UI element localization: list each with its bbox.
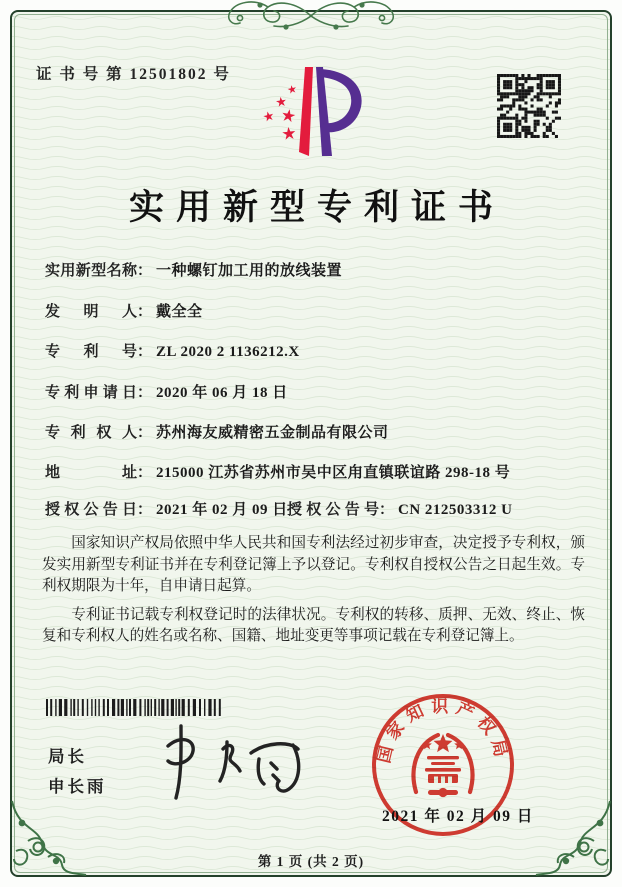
legal-paragraph-1: 国家知识产权局依照中华人民共和国专利法经过初步审查，决定授予专利权，颁发实用新型专利证书并在专利登记簿上予以登记。专利权自授权公告之日起生效。专利权期限为十年，自申请日起算。 <box>42 535 585 595</box>
field-colon: ： <box>137 385 153 401</box>
field-patent-number <box>45 340 590 361</box>
field-grant-row <box>45 498 590 519</box>
seal-date: 2021 年 02 月 09 日 <box>382 808 534 825</box>
field-colon: ： <box>137 344 153 360</box>
certificate-number: 证 书 号 第 12501802 号 <box>36 66 231 83</box>
svg-text:★: ★ <box>280 123 298 145</box>
field-value: ZL 2020 2 1136212.X <box>156 344 300 360</box>
legal-paragraph-2: 专利证书记载专利权登记时的法律状况。专利权的转移、质押、无效、终止、恢复和专利权人的姓名或名称、国籍、地址变更等事项记载在专利登记簿上。 <box>42 606 585 645</box>
qr-code-icon <box>497 74 561 138</box>
page-footer: 第 1 页 (共 2 页) <box>257 854 365 869</box>
field-value: 苏州海友威精密五金制品有限公司 <box>156 425 389 441</box>
signer-block <box>48 742 107 802</box>
field-label: 授权公告日 <box>45 502 137 518</box>
field-grant-date <box>45 502 288 518</box>
field-colon: ： <box>137 304 153 320</box>
field-patentee <box>45 421 590 442</box>
field-address <box>45 461 590 482</box>
signer-title: 局长 <box>48 747 87 766</box>
field-colon: ： <box>137 465 153 481</box>
cnipa-logo-icon <box>252 60 370 168</box>
field-label: 专利号 <box>45 344 137 360</box>
field-label: 专利权人 <box>45 425 137 441</box>
field-value: 一种螺钉加工用的放线装置 <box>156 263 343 279</box>
field-label: 授权公告号 <box>287 502 379 518</box>
field-grant-number <box>287 498 513 519</box>
field-utility-model-name <box>45 259 590 280</box>
legal-text <box>42 533 585 655</box>
field-colon: ： <box>137 425 153 441</box>
field-colon: ： <box>137 502 153 518</box>
certificate-title: 实用新型专利证书 <box>128 188 505 227</box>
field-label: 实用新型名称 <box>45 263 137 279</box>
national-emblem-icon <box>414 734 473 797</box>
svg-text:★: ★ <box>285 82 299 97</box>
field-value: CN 212503312 U <box>398 502 513 518</box>
seal-org-text: 国家知识产权局 <box>374 697 512 765</box>
svg-text:★: ★ <box>279 105 298 128</box>
field-value: 戴全全 <box>156 304 203 320</box>
handwritten-signature-icon <box>130 718 320 810</box>
svg-text:★: ★ <box>274 94 289 111</box>
field-label: 地址 <box>45 465 137 481</box>
field-label: 专利申请日 <box>45 385 137 401</box>
field-inventor <box>45 300 590 321</box>
field-label: 发明人 <box>45 304 137 320</box>
svg-text:★: ★ <box>261 108 277 126</box>
field-filing-date <box>45 381 590 402</box>
field-value: 2020 年 06 月 18 日 <box>156 385 288 401</box>
field-value: 215000 江苏省苏州市吴中区甪直镇联谊路 298-18 号 <box>156 465 511 481</box>
field-value: 2021 年 02 月 09 日 <box>156 502 288 518</box>
field-colon: ： <box>379 502 395 518</box>
field-colon: ： <box>137 263 153 279</box>
signer-name: 申长雨 <box>48 777 107 796</box>
barcode-icon <box>46 699 224 716</box>
